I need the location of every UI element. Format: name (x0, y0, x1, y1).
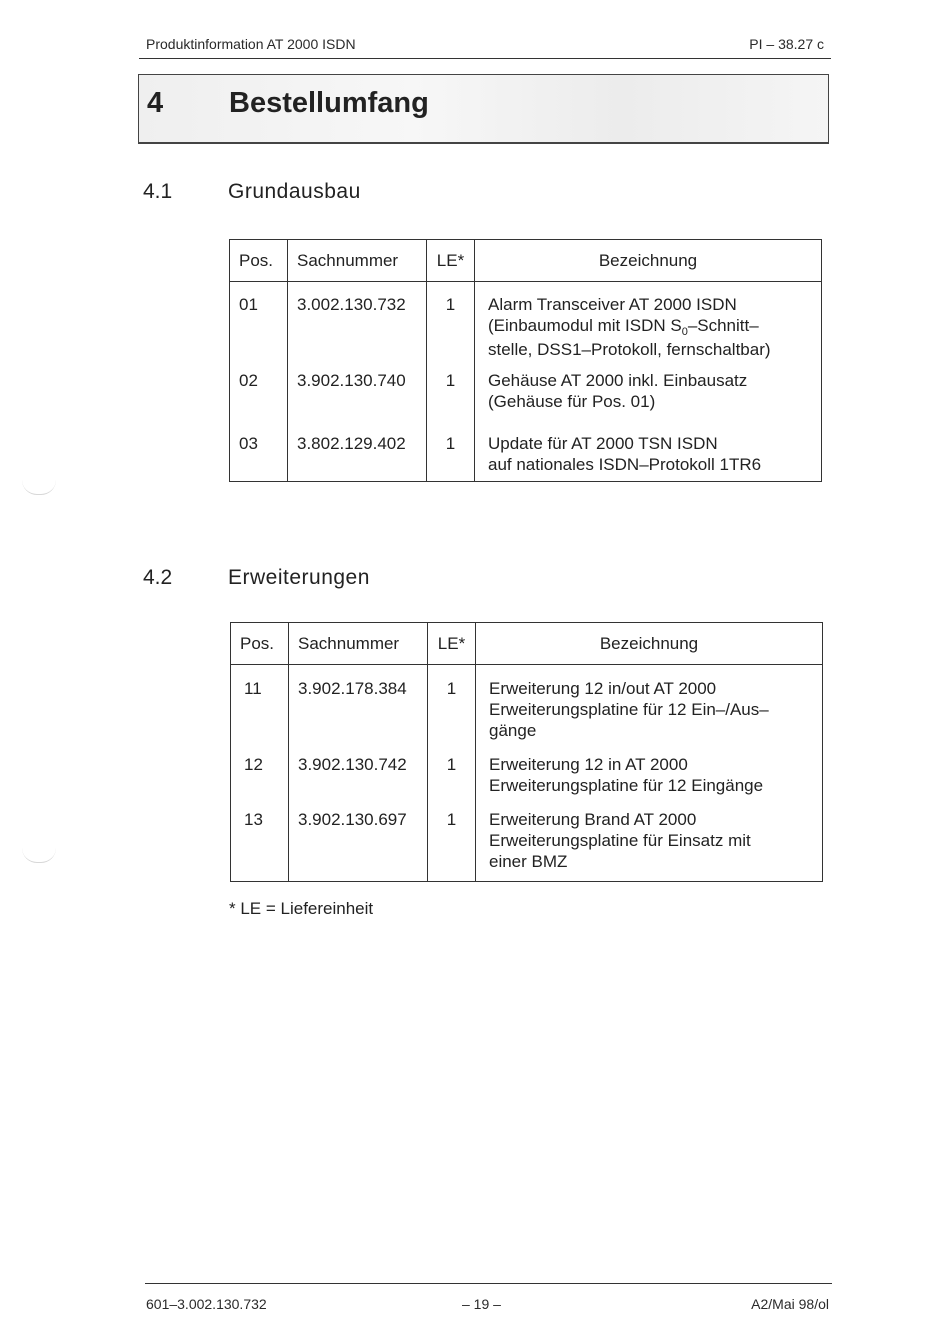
column-header-le: LE* (427, 240, 475, 282)
cell-pos: 02 (230, 370, 288, 433)
cell-pos: 13 (231, 809, 289, 882)
cell-sachnummer: 3.902.130.742 (289, 754, 428, 809)
section-number: 4.2 (143, 566, 173, 589)
cell-pos: 11 (231, 665, 289, 755)
footer-doc-number: 601–3.002.130.732 (146, 1296, 267, 1312)
description-line: Erweiterungsplatine für Einsatz mit (489, 831, 751, 850)
description-line: (Gehäuse für Pos. 01) (488, 392, 656, 411)
description-line: Gehäuse AT 2000 inkl. Einbausatz (488, 371, 748, 390)
section-title: Erweiterungen (228, 566, 370, 589)
chapter-title: Bestellumfang (229, 87, 429, 119)
cell-bezeichnung (476, 665, 823, 755)
section-title: Grundausbau (228, 180, 361, 203)
punch-hole-mark (22, 848, 56, 863)
description-line: einer BMZ (489, 852, 568, 871)
column-header-bezeichnung: Bezeichnung (475, 240, 822, 282)
table-row (231, 665, 823, 755)
description-line: Erweiterung 12 in/out AT 2000 (489, 679, 717, 698)
table-row (230, 282, 822, 371)
column-header-le: LE* (428, 623, 476, 665)
column-header-pos: Pos. (231, 623, 289, 665)
cell-pos: 01 (230, 282, 288, 371)
cell-le: 1 (427, 370, 475, 433)
column-header-pos: Pos. (230, 240, 288, 282)
cell-le: 1 (428, 809, 476, 882)
description-line: gänge (489, 721, 537, 740)
table-header-row (230, 240, 822, 282)
description-text: (Einbaumodul mit ISDN S (488, 316, 682, 335)
cell-sachnummer: 3.902.178.384 (289, 665, 428, 755)
description-line: Alarm Transceiver AT 2000 ISDN (488, 295, 737, 314)
column-header-sachnummer: Sachnummer (289, 623, 428, 665)
cell-le: 1 (427, 433, 475, 482)
cell-sachnummer: 3.802.129.402 (288, 433, 427, 482)
cell-sachnummer: 3.002.130.732 (288, 282, 427, 371)
grundausbau-table (229, 239, 822, 482)
table-row (230, 370, 822, 433)
footer-rule (145, 1283, 832, 1284)
table-row (230, 433, 822, 482)
header-doc-id: PI – 38.27 c (749, 36, 824, 52)
description-line: Erweiterung 12 in AT 2000 (489, 755, 688, 774)
cell-sachnummer: 3.902.130.740 (288, 370, 427, 433)
description-line: Erweiterungsplatine für 12 Eingänge (489, 776, 764, 795)
description-line: Erweiterungsplatine für 12 Ein–/Aus– (489, 700, 769, 719)
cell-pos: 12 (231, 754, 289, 809)
cell-le: 1 (428, 754, 476, 809)
subscript-text: 0 (681, 326, 688, 338)
table-header-row (231, 623, 823, 665)
page-number: – 19 – (462, 1296, 501, 1312)
column-header-bezeichnung: Bezeichnung (476, 623, 823, 665)
description-text: –Schnitt– (687, 316, 759, 335)
cell-sachnummer: 3.902.130.697 (289, 809, 428, 882)
punch-hole-mark (22, 480, 56, 495)
erweiterungen-table (230, 622, 823, 882)
chapter-number: 4 (147, 87, 164, 119)
header-rule (139, 58, 831, 59)
header-title: Produktinformation AT 2000 ISDN (146, 36, 356, 52)
cell-bezeichnung (475, 433, 822, 482)
description-line: Erweiterung Brand AT 2000 (489, 810, 697, 829)
chapter-heading-box (138, 74, 829, 144)
table-row (231, 754, 823, 809)
table-row (231, 809, 823, 882)
cell-bezeichnung (476, 809, 823, 882)
column-header-sachnummer: Sachnummer (288, 240, 427, 282)
cell-le: 1 (428, 665, 476, 755)
description-line: stelle, DSS1–Protokoll, fernschaltbar) (488, 340, 771, 359)
cell-bezeichnung (476, 754, 823, 809)
description-line: Update für AT 2000 TSN ISDN (488, 434, 718, 453)
cell-pos: 03 (230, 433, 288, 482)
description-line: auf nationales ISDN–Protokoll 1TR6 (488, 455, 762, 474)
description-line (488, 315, 815, 339)
cell-bezeichnung (475, 282, 822, 371)
cell-le: 1 (427, 282, 475, 371)
cell-bezeichnung (475, 370, 822, 433)
footer-version: A2/Mai 98/ol (751, 1296, 829, 1312)
footnote: * LE = Liefereinheit (229, 899, 374, 918)
section-number: 4.1 (143, 180, 173, 203)
